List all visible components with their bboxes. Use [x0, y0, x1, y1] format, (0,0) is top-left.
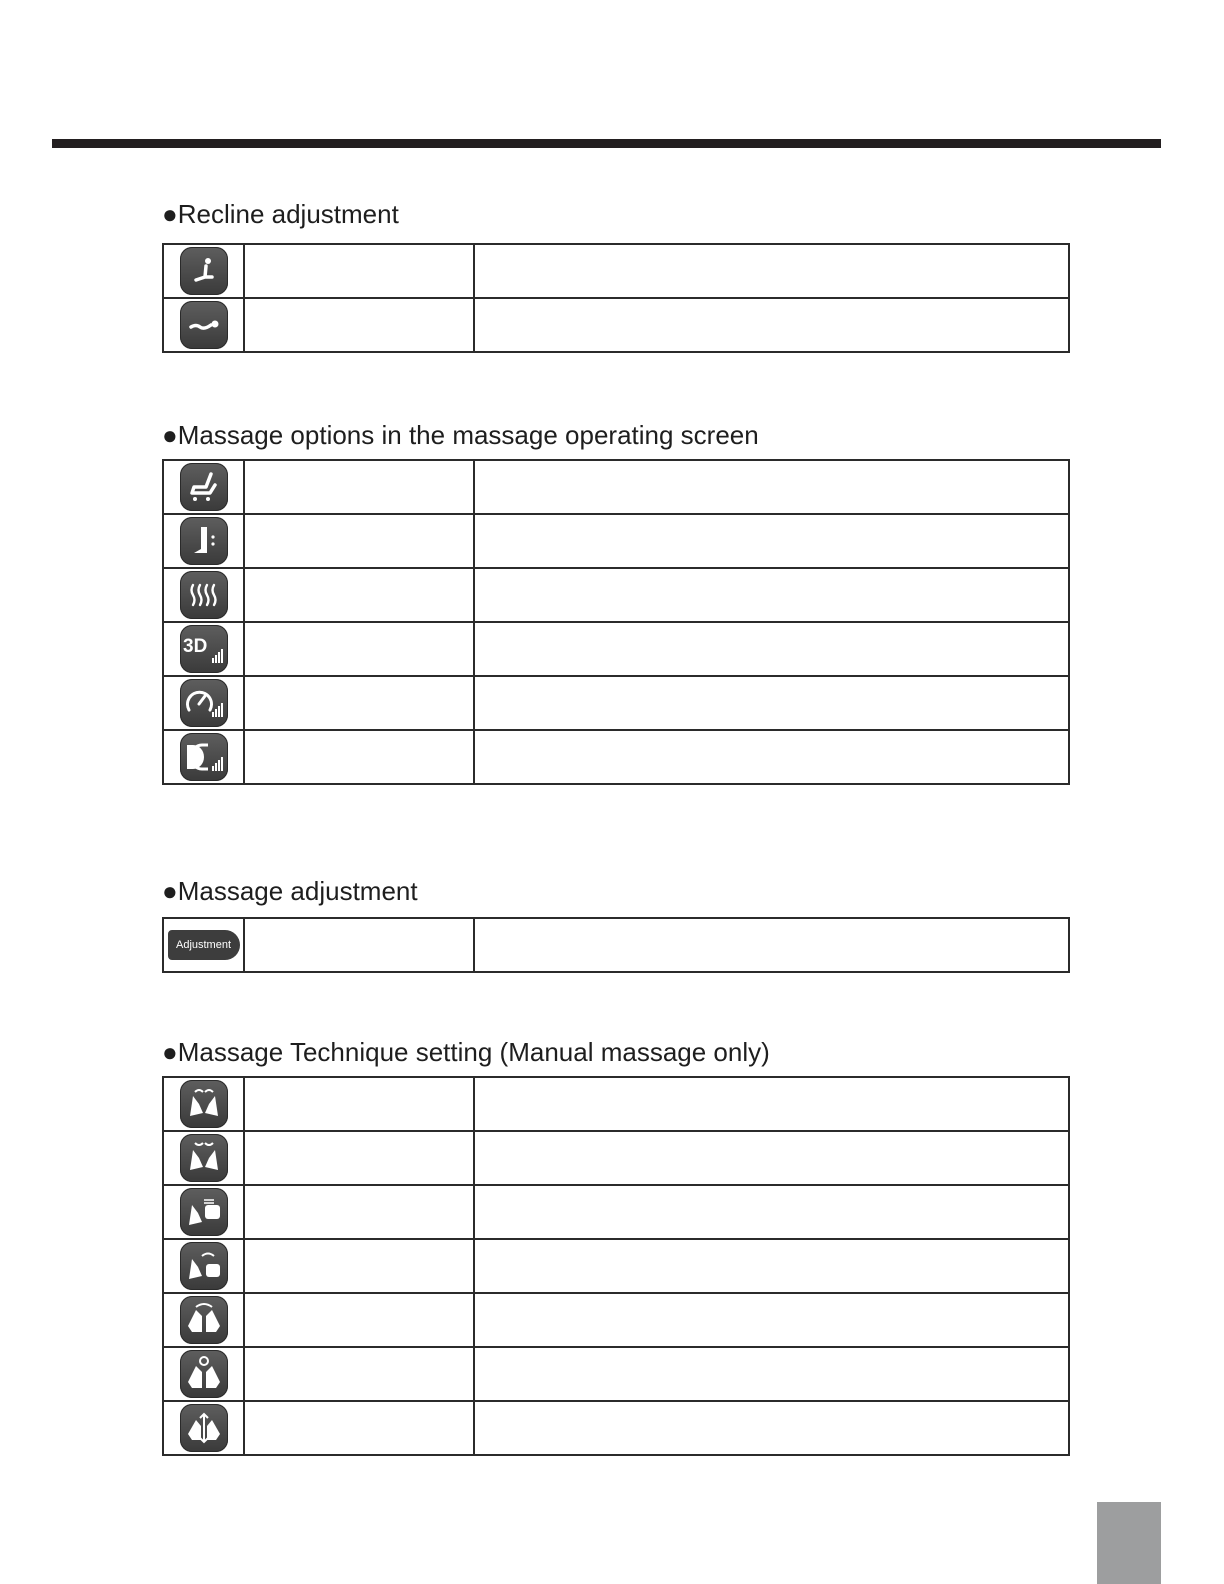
adjustment-button[interactable]: Adjustment [168, 930, 240, 960]
shiatsu-icon[interactable] [180, 1296, 228, 1344]
table-row [163, 568, 1069, 622]
table-row [163, 1401, 1069, 1455]
table-row [163, 460, 1069, 514]
press-icon[interactable] [180, 1350, 228, 1398]
table-row [163, 1347, 1069, 1401]
massage-options-table [162, 459, 1070, 785]
kneading-icon[interactable] [180, 1080, 228, 1128]
recline-up-icon[interactable] [180, 247, 228, 295]
air-intensity-icon[interactable] [180, 733, 228, 781]
massage-adjustment-table [162, 917, 1070, 973]
table-row [163, 622, 1069, 676]
section-title-massage-adjustment: ●Massage adjustment [162, 876, 418, 906]
leg-icon[interactable] [180, 517, 228, 565]
recline-table [162, 243, 1070, 353]
table-row [163, 1293, 1069, 1347]
page-tab [1097, 1502, 1161, 1584]
section-title-recline: ●Recline adjustment [162, 199, 399, 229]
knock-icon[interactable] [180, 1242, 228, 1290]
section-title-massage-options: ●Massage options in the massage operating screen [162, 420, 759, 450]
top-rule [52, 139, 1161, 148]
speed-icon[interactable] [180, 679, 228, 727]
table-row [163, 918, 1069, 972]
table-row [163, 1185, 1069, 1239]
table-row [163, 730, 1069, 784]
chair-icon[interactable] [180, 463, 228, 511]
table-row [163, 244, 1069, 298]
massage-technique-table [162, 1076, 1070, 1456]
recline-flat-icon[interactable] [180, 301, 228, 349]
table-row [163, 1131, 1069, 1185]
table-row [163, 298, 1069, 352]
3d-strength-icon[interactable] [180, 625, 228, 673]
reverse-kneading-icon[interactable] [180, 1134, 228, 1182]
3d-label: 3D [182, 636, 207, 657]
stretch-icon[interactable] [180, 1404, 228, 1452]
table-row [163, 676, 1069, 730]
tapping-icon[interactable] [180, 1188, 228, 1236]
section-title-massage-technique: ●Massage Technique setting (Manual massage only) [162, 1037, 770, 1067]
table-row [163, 1077, 1069, 1131]
table-row [163, 1239, 1069, 1293]
table-row [163, 514, 1069, 568]
heat-icon[interactable] [180, 571, 228, 619]
